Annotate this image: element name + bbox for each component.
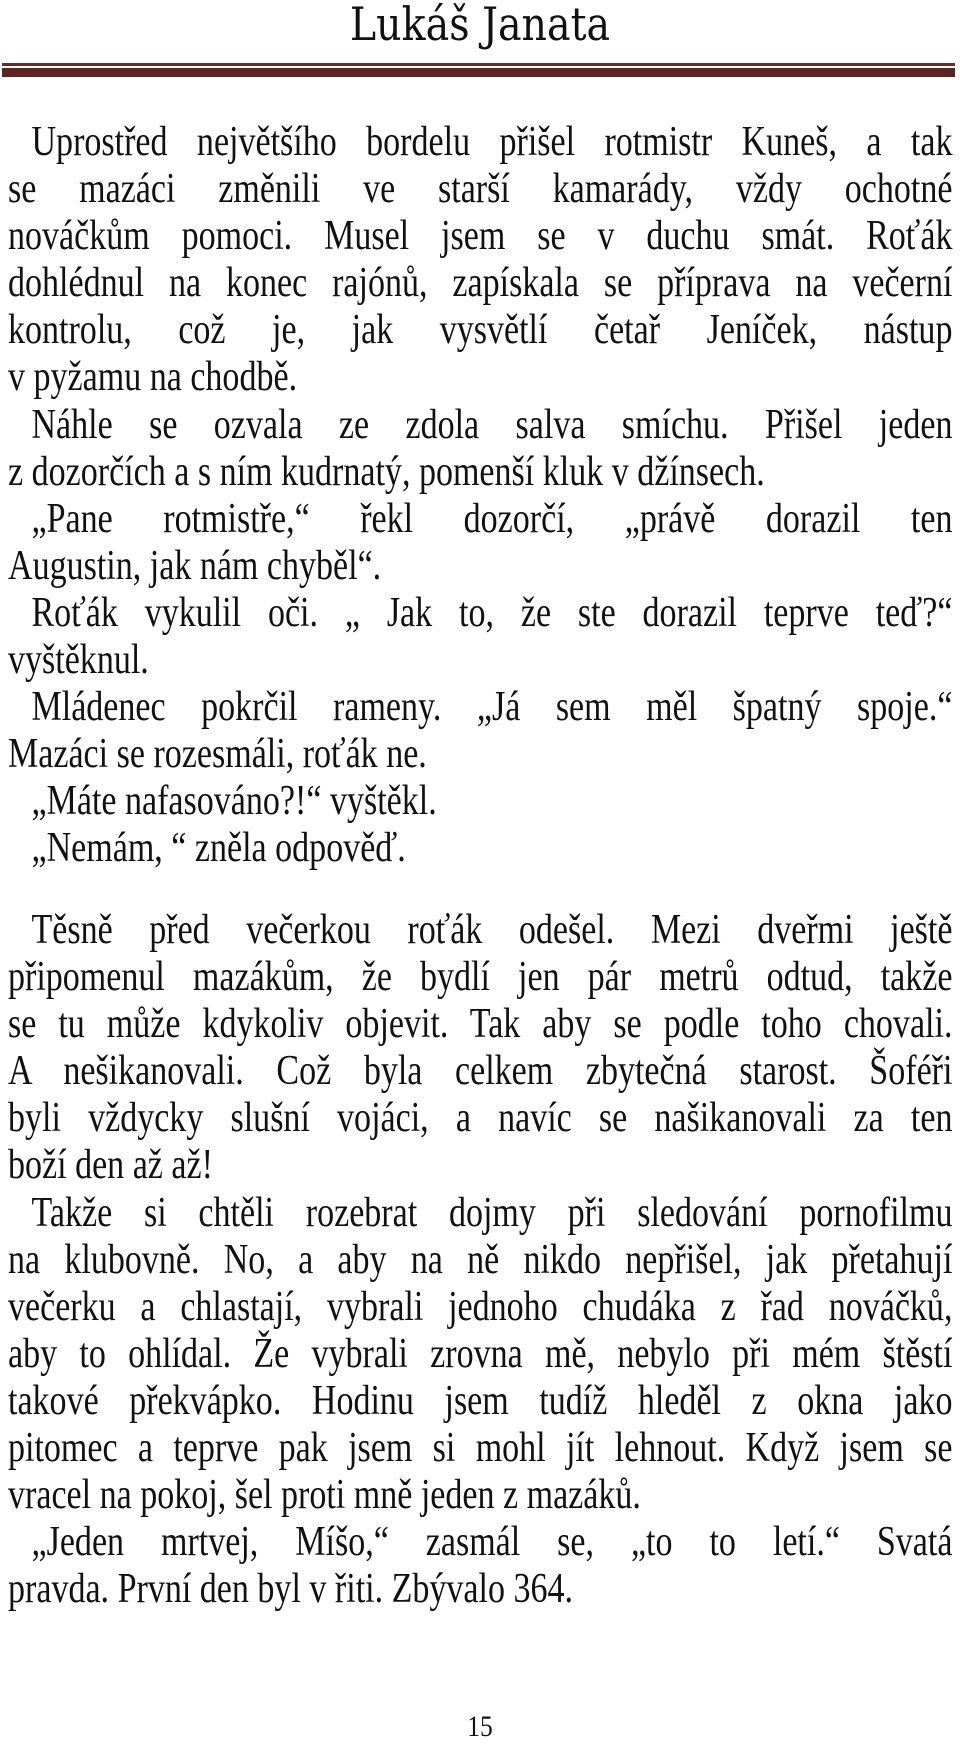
text-line: takové překvápko. Hodinu jsem tudíž hleděl z okna jako: [8, 1377, 953, 1424]
text-line: Takže si chtěli rozebrat dojmy při sledování pornofilmu: [31, 1189, 953, 1236]
text-line: Náhle se ozvala ze zdola salva smíchu. Přišel jeden: [31, 401, 953, 448]
text-line: „Jeden mrtvej, Míšo,“ zasmál se, „to to letí.“ Svatá: [31, 1519, 953, 1566]
text-line: Těsně před večerkou roťák odešel. Mezi dveřmi ještě: [31, 907, 953, 953]
text-line: boží den až až!: [8, 1142, 213, 1189]
text-line: připomenul mazákům, že bydlí jen pár metrů odtud, takže: [8, 954, 953, 1001]
text-line: vyštěknul.: [8, 637, 149, 684]
text-line: Uprostřed největšího bordelu přišel rotmistr Kuneš, a tak: [31, 119, 953, 165]
text-line: „Nemám, “ zněla odpověď.: [31, 825, 406, 872]
text-block-2: [8, 907, 952, 1613]
text-line: byli vždycky slušní vojáci, a navíc se našikanovali za ten: [8, 1095, 953, 1142]
text-line: pravda. První den byl v řiti. Zbývalo 364.: [8, 1566, 574, 1613]
text-line: v pyžamu na chodbě.: [8, 354, 298, 401]
text-line: dohlédnul na konec rajónů, zapískala se příprava na večerní: [8, 260, 953, 307]
text-line: A nešikanovali. Což byla celkem zbytečná starost. Šoféři: [8, 1048, 953, 1095]
text-line: na klubovně. No, a aby na ně nikdo nepřišel, jak přetahují: [8, 1236, 953, 1283]
text-line: aby to ohlídal. Že vybrali zrovna mě, nebylo při mém štěstí: [8, 1330, 953, 1377]
text-line: z dozorčích a s ním kudrnatý, pomenší kluk v džínsech.: [8, 448, 765, 495]
text-line: Augustin, jak nám chyběl“.: [8, 542, 382, 589]
text-line: vracel na pokoj, šel proti mně jeden z mazáků.: [8, 1472, 641, 1519]
header-rule-thin: [2, 63, 955, 66]
text-line: kontrolu, což je, jak vysvětlí četař Jeníček, nástup: [8, 307, 953, 354]
header-rule-thick: [2, 68, 955, 77]
text-line: „Pane rotmistře,“ řekl dozorčí, „právě dorazil ten: [31, 495, 953, 542]
text-line: pitomec a teprve pak jsem si mohl jít lehnout. Když jsem se: [8, 1425, 953, 1472]
text-line: Mládenec pokrčil rameny. „Já sem měl špatný spoje.“: [31, 684, 953, 731]
text-line: se mazáci změnili ve starší kamarády, vždy ochotné: [8, 166, 953, 213]
text-block-1: [8, 119, 952, 873]
text-line: Roťák vykulil oči. „ Jak to, že ste dorazil teprve teď?“: [31, 589, 953, 636]
text-line: se tu může kdykoliv objevit. Tak aby se podle toho chovali.: [8, 1001, 953, 1048]
text-line: „Máte nafasováno?!“ vyštěkl.: [31, 778, 437, 825]
text-line: nováčkům pomoci. Musel jsem se v duchu smát. Roťák: [8, 213, 953, 260]
text-line: Mazáci se rozesmáli, roťák ne.: [8, 731, 427, 778]
text-line: večerku a chlastají, vybrali jednoho chudáka z řad nováčků,: [8, 1283, 953, 1330]
page-header-title: Lukáš Janata: [349, 0, 611, 51]
page-number: 15: [467, 1710, 493, 1743]
